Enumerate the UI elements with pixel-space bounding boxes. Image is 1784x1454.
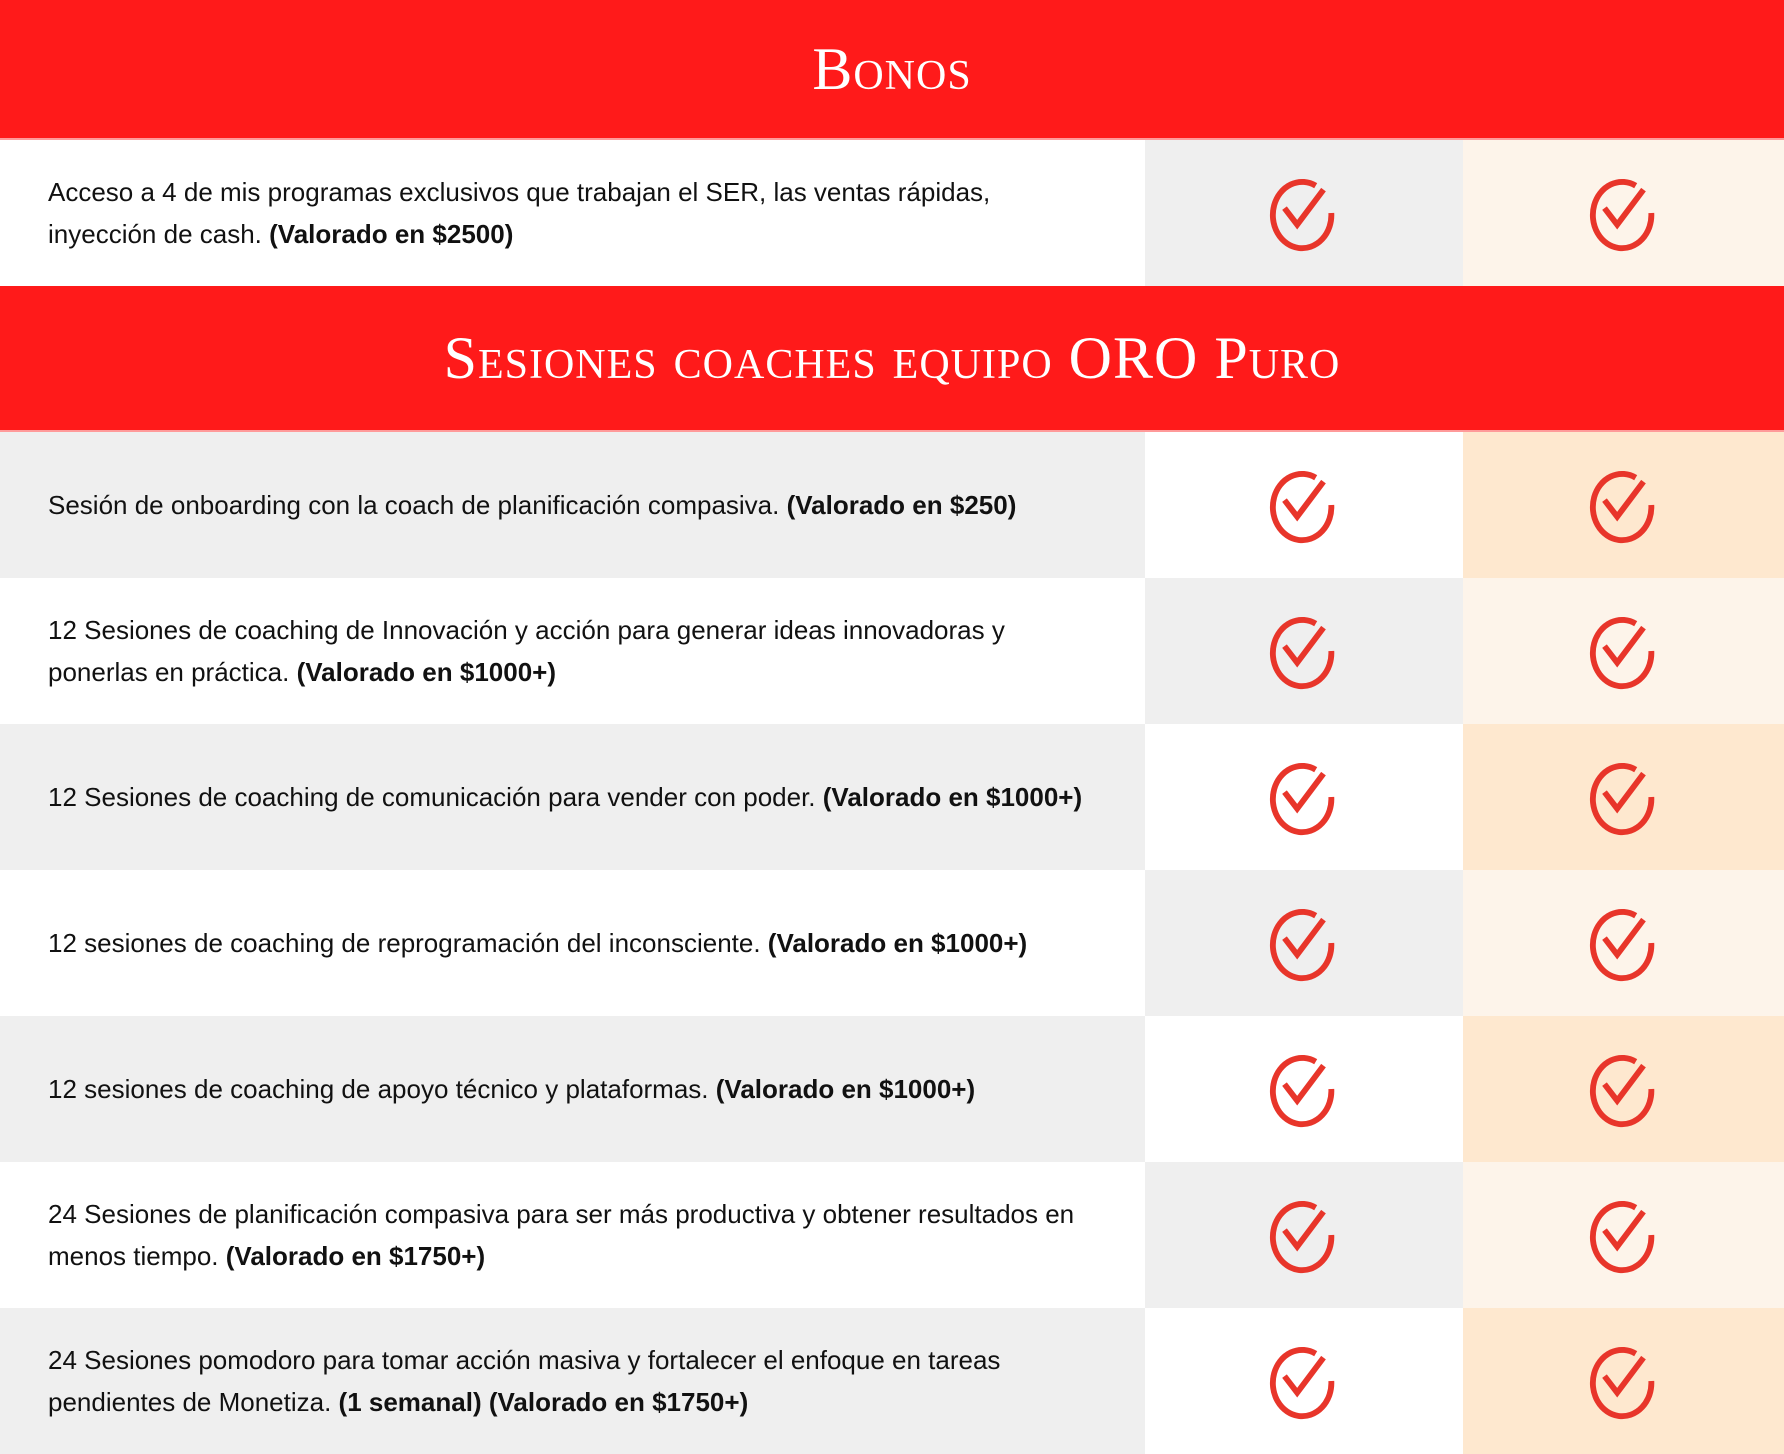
feature-value: (1 semanal) (Valorado en $1750+) — [338, 1387, 749, 1417]
feature-description — [0, 1162, 1145, 1308]
plan-2-cell — [1463, 432, 1784, 578]
feature-description — [0, 578, 1145, 724]
check-icon — [1265, 904, 1343, 982]
plan-2-cell — [1463, 1016, 1784, 1162]
check-icon — [1265, 466, 1343, 544]
check-icon — [1585, 1050, 1663, 1128]
feature-value: (Valorado en $1000+) — [296, 657, 556, 687]
feature-text: Acceso a 4 de mis programas exclusivos que trabajan el SER, las ventas rápidas, inyección de cash. — [48, 177, 991, 249]
feature-text: 24 Sesiones de planificación compasiva para ser más productiva y obtener resultados en menos tiempo. — [48, 1199, 1075, 1271]
check-icon — [1265, 174, 1343, 252]
feature-text: 12 Sesiones de coaching de comunicación para vender con poder. — [48, 782, 823, 812]
plan-1-cell — [1145, 578, 1463, 724]
table-row — [0, 1308, 1784, 1454]
feature-description — [0, 870, 1145, 1016]
check-icon — [1585, 1342, 1663, 1420]
check-icon — [1585, 612, 1663, 690]
feature-value: (Valorado en $1000+) — [715, 1074, 976, 1104]
plan-1-cell — [1145, 140, 1463, 286]
feature-value: (Valorado en $1000+) — [822, 782, 1083, 812]
feature-text: 24 Sesiones pomodoro para tomar acción masiva y fortalecer el enfoque en tareas pendientes de Monetiza. — [48, 1345, 1001, 1417]
feature-text: Sesión de onboarding con la coach de planificación compasiva. — [48, 490, 787, 520]
plan-1-cell — [1145, 1308, 1463, 1454]
table-row — [0, 578, 1784, 724]
check-icon — [1585, 466, 1663, 544]
plan-2-cell — [1463, 1308, 1784, 1454]
plan-1-cell — [1145, 1162, 1463, 1308]
plan-2-cell — [1463, 724, 1784, 870]
feature-value: (Valorado en $2500) — [269, 219, 514, 249]
feature-text: 12 sesiones de coaching de apoyo técnico y plataformas. — [48, 1074, 716, 1104]
plan-1-cell — [1145, 870, 1463, 1016]
table-row — [0, 1016, 1784, 1162]
feature-value: (Valorado en $1750+) — [225, 1241, 486, 1271]
feature-value: (Valorado en $250) — [786, 490, 1017, 520]
table-row — [0, 870, 1784, 1016]
plan-2-cell — [1463, 870, 1784, 1016]
feature-description — [0, 724, 1145, 870]
plan-2-cell — [1463, 1162, 1784, 1308]
check-icon — [1265, 1196, 1343, 1274]
check-icon — [1585, 1196, 1663, 1274]
check-icon — [1265, 1050, 1343, 1128]
plan-1-cell — [1145, 432, 1463, 578]
section-header: Bonos — [0, 0, 1784, 140]
plan-2-cell — [1463, 140, 1784, 286]
check-icon — [1265, 1342, 1343, 1420]
plan-2-cell — [1463, 578, 1784, 724]
feature-value: (Valorado en $1000+) — [767, 928, 1028, 958]
check-icon — [1585, 758, 1663, 836]
table-row — [0, 432, 1784, 578]
check-icon — [1265, 758, 1343, 836]
feature-description — [0, 140, 1145, 286]
feature-description — [0, 1308, 1145, 1454]
table-row — [0, 140, 1784, 286]
check-icon — [1585, 904, 1663, 982]
table-row — [0, 1162, 1784, 1308]
feature-description — [0, 432, 1145, 578]
feature-description — [0, 1016, 1145, 1162]
plan-1-cell — [1145, 724, 1463, 870]
section-header: Sesiones coaches equipo ORO Puro — [0, 286, 1784, 432]
plan-1-cell — [1145, 1016, 1463, 1162]
check-icon — [1585, 174, 1663, 252]
feature-text: 12 Sesiones de coaching de Innovación y acción para generar ideas innovadoras y ponerlas en práctica. — [48, 615, 1005, 687]
table-row — [0, 724, 1784, 870]
check-icon — [1265, 612, 1343, 690]
feature-text: 12 sesiones de coaching de reprogramación del inconsciente. — [48, 928, 768, 958]
